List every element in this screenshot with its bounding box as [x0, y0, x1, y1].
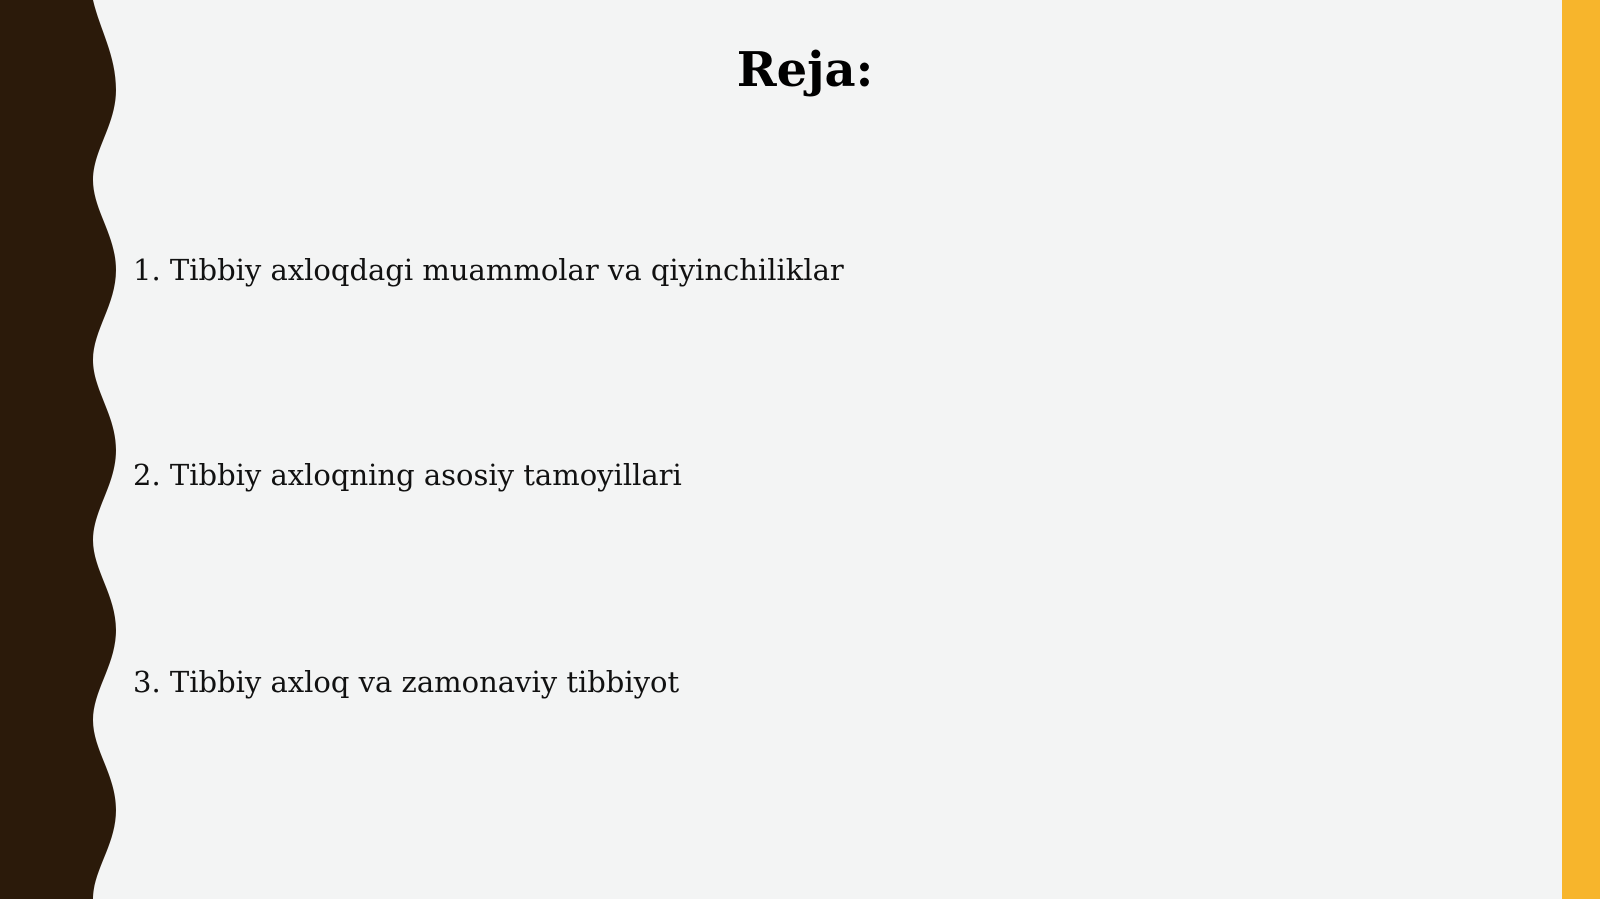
slide-title: Reja:	[736, 42, 874, 98]
accent-bar-right	[1562, 0, 1600, 899]
wavy-band-shape	[0, 0, 116, 899]
agenda-item-1: 1. Tibbiy axloqdagi muammolar va qiyinchiliklar	[133, 253, 844, 287]
agenda-item-2: 2. Tibbiy axloqning asosiy tamoyillari	[133, 458, 682, 492]
wavy-left-band	[0, 0, 130, 899]
agenda-item-3: 3. Tibbiy axloq va zamonaviy tibbiyot	[133, 665, 680, 699]
